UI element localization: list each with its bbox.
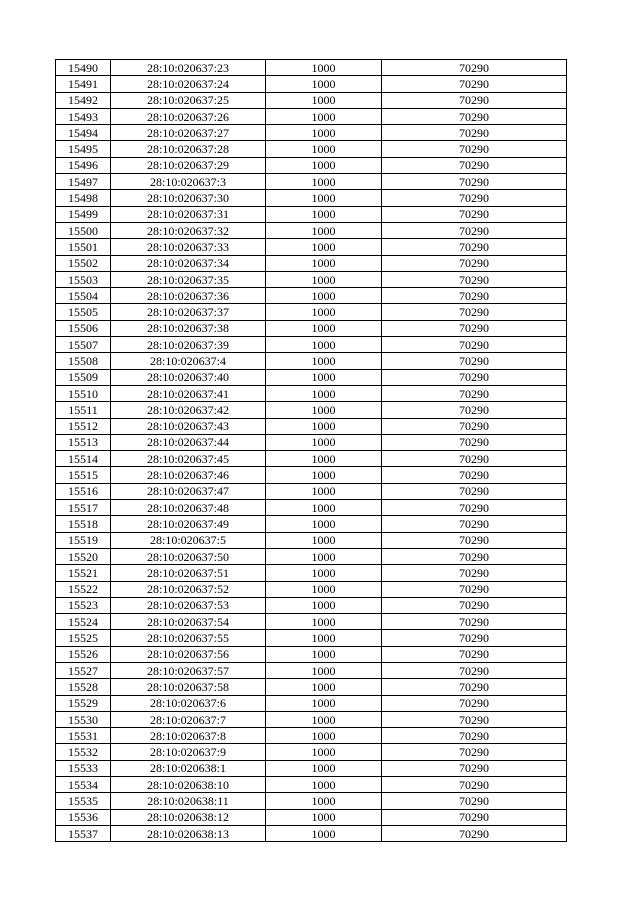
cadastral-number-cell: 28:10:020638:13 (111, 825, 266, 841)
cadastral-number-cell: 28:10:020637:53 (111, 597, 266, 613)
value-cell: 70290 (382, 516, 567, 532)
value-cell: 70290 (382, 825, 567, 841)
cadastral-number-cell: 28:10:020637:44 (111, 434, 266, 450)
table-row (56, 320, 567, 336)
table-row (56, 288, 567, 304)
table-row (56, 662, 567, 678)
row-number-cell: 15510 (56, 385, 111, 401)
row-number-cell: 15499 (56, 206, 111, 222)
value-cell: 70290 (382, 695, 567, 711)
cadastral-number-cell: 28:10:020637:23 (111, 60, 266, 76)
table-row (56, 565, 567, 581)
area-cell: 1000 (266, 793, 382, 809)
cadastral-number-cell: 28:10:020637:6 (111, 695, 266, 711)
area-cell: 1000 (266, 467, 382, 483)
area-cell: 1000 (266, 369, 382, 385)
value-cell: 70290 (382, 565, 567, 581)
table-row (56, 679, 567, 695)
row-number-cell: 15528 (56, 679, 111, 695)
value-cell: 70290 (382, 532, 567, 548)
area-cell: 1000 (266, 157, 382, 173)
area-cell: 1000 (266, 271, 382, 287)
table-row (56, 125, 567, 141)
row-number-cell: 15524 (56, 614, 111, 630)
value-cell: 70290 (382, 239, 567, 255)
row-number-cell: 15519 (56, 532, 111, 548)
cadastral-number-cell: 28:10:020637:39 (111, 337, 266, 353)
table-row (56, 695, 567, 711)
area-cell: 1000 (266, 516, 382, 532)
area-cell: 1000 (266, 711, 382, 727)
cadastral-number-cell: 28:10:020637:29 (111, 157, 266, 173)
row-number-cell: 15513 (56, 434, 111, 450)
cadastral-number-cell: 28:10:020637:40 (111, 369, 266, 385)
area-cell: 1000 (266, 125, 382, 141)
row-number-cell: 15537 (56, 825, 111, 841)
value-cell: 70290 (382, 451, 567, 467)
area-cell: 1000 (266, 777, 382, 793)
area-cell: 1000 (266, 760, 382, 776)
row-number-cell: 15529 (56, 695, 111, 711)
table-row (56, 304, 567, 320)
area-cell: 1000 (266, 548, 382, 564)
row-number-cell: 15500 (56, 222, 111, 238)
area-cell: 1000 (266, 679, 382, 695)
row-number-cell: 15501 (56, 239, 111, 255)
row-number-cell: 15522 (56, 581, 111, 597)
area-cell: 1000 (266, 239, 382, 255)
row-number-cell: 15498 (56, 190, 111, 206)
row-number-cell: 15534 (56, 777, 111, 793)
table-row (56, 434, 567, 450)
table-row (56, 614, 567, 630)
table-row (56, 418, 567, 434)
value-cell: 70290 (382, 809, 567, 825)
cadastral-number-cell: 28:10:020638:12 (111, 809, 266, 825)
cadastral-number-cell: 28:10:020637:41 (111, 385, 266, 401)
row-number-cell: 15520 (56, 548, 111, 564)
value-cell: 70290 (382, 760, 567, 776)
cadastral-number-cell: 28:10:020637:27 (111, 125, 266, 141)
value-cell: 70290 (382, 467, 567, 483)
value-cell: 70290 (382, 597, 567, 613)
value-cell: 70290 (382, 646, 567, 662)
cadastral-number-cell: 28:10:020637:28 (111, 141, 266, 157)
area-cell: 1000 (266, 385, 382, 401)
cadastral-number-cell: 28:10:020637:7 (111, 711, 266, 727)
value-cell: 70290 (382, 320, 567, 336)
area-cell: 1000 (266, 825, 382, 841)
table-row (56, 500, 567, 516)
cadastral-number-cell: 28:10:020637:38 (111, 320, 266, 336)
cadastral-number-cell: 28:10:020637:54 (111, 614, 266, 630)
cadastral-number-cell: 28:10:020637:58 (111, 679, 266, 695)
table-body (56, 60, 567, 842)
table-row (56, 451, 567, 467)
table-row (56, 157, 567, 173)
value-cell: 70290 (382, 483, 567, 499)
area-cell: 1000 (266, 206, 382, 222)
row-number-cell: 15521 (56, 565, 111, 581)
row-number-cell: 15496 (56, 157, 111, 173)
value-cell: 70290 (382, 337, 567, 353)
row-number-cell: 15505 (56, 304, 111, 320)
value-cell: 70290 (382, 777, 567, 793)
table-row (56, 809, 567, 825)
value-cell: 70290 (382, 60, 567, 76)
row-number-cell: 15518 (56, 516, 111, 532)
area-cell: 1000 (266, 630, 382, 646)
table-row (56, 174, 567, 190)
value-cell: 70290 (382, 500, 567, 516)
table-row (56, 385, 567, 401)
table-row (56, 337, 567, 353)
area-cell: 1000 (266, 174, 382, 190)
area-cell: 1000 (266, 402, 382, 418)
table-row (56, 271, 567, 287)
value-cell: 70290 (382, 141, 567, 157)
value-cell: 70290 (382, 222, 567, 238)
area-cell: 1000 (266, 500, 382, 516)
area-cell: 1000 (266, 532, 382, 548)
cadastral-number-cell: 28:10:020637:37 (111, 304, 266, 320)
area-cell: 1000 (266, 304, 382, 320)
row-number-cell: 15491 (56, 76, 111, 92)
value-cell: 70290 (382, 793, 567, 809)
table-row (56, 793, 567, 809)
cadastral-number-cell: 28:10:020637:25 (111, 92, 266, 108)
table-row (56, 222, 567, 238)
row-number-cell: 15494 (56, 125, 111, 141)
cadastral-number-cell: 28:10:020637:47 (111, 483, 266, 499)
cadastral-number-cell: 28:10:020637:24 (111, 76, 266, 92)
value-cell: 70290 (382, 271, 567, 287)
cadastral-number-cell: 28:10:020637:55 (111, 630, 266, 646)
table-row (56, 353, 567, 369)
cadastral-number-cell: 28:10:020637:57 (111, 662, 266, 678)
area-cell: 1000 (266, 614, 382, 630)
row-number-cell: 15502 (56, 255, 111, 271)
cadastral-number-cell: 28:10:020637:32 (111, 222, 266, 238)
table-row (56, 60, 567, 76)
table-row (56, 108, 567, 124)
value-cell: 70290 (382, 206, 567, 222)
value-cell: 70290 (382, 288, 567, 304)
table-row (56, 760, 567, 776)
area-cell: 1000 (266, 92, 382, 108)
area-cell: 1000 (266, 597, 382, 613)
table-row (56, 728, 567, 744)
table-row (56, 532, 567, 548)
area-cell: 1000 (266, 222, 382, 238)
cadastral-number-cell: 28:10:020637:49 (111, 516, 266, 532)
cadastral-number-cell: 28:10:020637:8 (111, 728, 266, 744)
row-number-cell: 15525 (56, 630, 111, 646)
value-cell: 70290 (382, 630, 567, 646)
area-cell: 1000 (266, 483, 382, 499)
row-number-cell: 15514 (56, 451, 111, 467)
value-cell: 70290 (382, 614, 567, 630)
area-cell: 1000 (266, 353, 382, 369)
area-cell: 1000 (266, 108, 382, 124)
area-cell: 1000 (266, 190, 382, 206)
table-row (56, 548, 567, 564)
table-row (56, 467, 567, 483)
cadastral-number-cell: 28:10:020637:48 (111, 500, 266, 516)
area-cell: 1000 (266, 662, 382, 678)
value-cell: 70290 (382, 174, 567, 190)
area-cell: 1000 (266, 255, 382, 271)
area-cell: 1000 (266, 565, 382, 581)
table-row (56, 255, 567, 271)
table-row (56, 141, 567, 157)
cadastral-number-cell: 28:10:020637:42 (111, 402, 266, 418)
value-cell: 70290 (382, 711, 567, 727)
row-number-cell: 15535 (56, 793, 111, 809)
area-cell: 1000 (266, 141, 382, 157)
table-row (56, 777, 567, 793)
value-cell: 70290 (382, 369, 567, 385)
row-number-cell: 15504 (56, 288, 111, 304)
table-row (56, 369, 567, 385)
row-number-cell: 15532 (56, 744, 111, 760)
row-number-cell: 15511 (56, 402, 111, 418)
value-cell: 70290 (382, 402, 567, 418)
cadastral-number-cell: 28:10:020637:31 (111, 206, 266, 222)
area-cell: 1000 (266, 744, 382, 760)
value-cell: 70290 (382, 255, 567, 271)
cadastral-number-cell: 28:10:020637:4 (111, 353, 266, 369)
cadastral-number-cell: 28:10:020637:33 (111, 239, 266, 255)
row-number-cell: 15530 (56, 711, 111, 727)
cadastral-number-cell: 28:10:020637:30 (111, 190, 266, 206)
row-number-cell: 15531 (56, 728, 111, 744)
cadastral-number-cell: 28:10:020637:3 (111, 174, 266, 190)
cadastral-number-cell: 28:10:020637:52 (111, 581, 266, 597)
value-cell: 70290 (382, 157, 567, 173)
table-row (56, 206, 567, 222)
row-number-cell: 15508 (56, 353, 111, 369)
cadastral-number-cell: 28:10:020637:9 (111, 744, 266, 760)
area-cell: 1000 (266, 320, 382, 336)
value-cell: 70290 (382, 728, 567, 744)
row-number-cell: 15512 (56, 418, 111, 434)
cadastral-number-cell: 28:10:020638:1 (111, 760, 266, 776)
area-cell: 1000 (266, 60, 382, 76)
value-cell: 70290 (382, 548, 567, 564)
row-number-cell: 15516 (56, 483, 111, 499)
value-cell: 70290 (382, 92, 567, 108)
table-row (56, 646, 567, 662)
cadastral-number-cell: 28:10:020638:10 (111, 777, 266, 793)
area-cell: 1000 (266, 809, 382, 825)
value-cell: 70290 (382, 581, 567, 597)
area-cell: 1000 (266, 695, 382, 711)
table-row (56, 190, 567, 206)
row-number-cell: 15533 (56, 760, 111, 776)
data-table (55, 59, 567, 842)
area-cell: 1000 (266, 728, 382, 744)
cadastral-number-cell: 28:10:020637:43 (111, 418, 266, 434)
row-number-cell: 15497 (56, 174, 111, 190)
row-number-cell: 15509 (56, 369, 111, 385)
value-cell: 70290 (382, 76, 567, 92)
value-cell: 70290 (382, 108, 567, 124)
table-row (56, 92, 567, 108)
area-cell: 1000 (266, 451, 382, 467)
value-cell: 70290 (382, 662, 567, 678)
value-cell: 70290 (382, 434, 567, 450)
row-number-cell: 15490 (56, 60, 111, 76)
row-number-cell: 15517 (56, 500, 111, 516)
cadastral-number-cell: 28:10:020637:45 (111, 451, 266, 467)
cadastral-number-cell: 28:10:020637:36 (111, 288, 266, 304)
cadastral-number-cell: 28:10:020637:50 (111, 548, 266, 564)
value-cell: 70290 (382, 679, 567, 695)
value-cell: 70290 (382, 304, 567, 320)
table-row (56, 744, 567, 760)
area-cell: 1000 (266, 434, 382, 450)
value-cell: 70290 (382, 190, 567, 206)
row-number-cell: 15503 (56, 271, 111, 287)
area-cell: 1000 (266, 646, 382, 662)
table-row (56, 402, 567, 418)
cadastral-number-cell: 28:10:020637:51 (111, 565, 266, 581)
area-cell: 1000 (266, 337, 382, 353)
value-cell: 70290 (382, 385, 567, 401)
row-number-cell: 15495 (56, 141, 111, 157)
row-number-cell: 15523 (56, 597, 111, 613)
value-cell: 70290 (382, 418, 567, 434)
table-row (56, 239, 567, 255)
table-row (56, 483, 567, 499)
table-row (56, 630, 567, 646)
table-row (56, 825, 567, 841)
table-row (56, 76, 567, 92)
area-cell: 1000 (266, 76, 382, 92)
cadastral-number-cell: 28:10:020637:5 (111, 532, 266, 548)
area-cell: 1000 (266, 418, 382, 434)
table-row (56, 711, 567, 727)
cadastral-number-cell: 28:10:020638:11 (111, 793, 266, 809)
table-row (56, 597, 567, 613)
row-number-cell: 15526 (56, 646, 111, 662)
row-number-cell: 15492 (56, 92, 111, 108)
value-cell: 70290 (382, 353, 567, 369)
value-cell: 70290 (382, 744, 567, 760)
row-number-cell: 15507 (56, 337, 111, 353)
row-number-cell: 15506 (56, 320, 111, 336)
value-cell: 70290 (382, 125, 567, 141)
cadastral-number-cell: 28:10:020637:56 (111, 646, 266, 662)
cadastral-number-cell: 28:10:020637:26 (111, 108, 266, 124)
row-number-cell: 15527 (56, 662, 111, 678)
cadastral-number-cell: 28:10:020637:35 (111, 271, 266, 287)
cadastral-number-cell: 28:10:020637:46 (111, 467, 266, 483)
cadastral-number-cell: 28:10:020637:34 (111, 255, 266, 271)
area-cell: 1000 (266, 288, 382, 304)
table-row (56, 581, 567, 597)
row-number-cell: 15493 (56, 108, 111, 124)
row-number-cell: 15515 (56, 467, 111, 483)
row-number-cell: 15536 (56, 809, 111, 825)
table-row (56, 516, 567, 532)
area-cell: 1000 (266, 581, 382, 597)
